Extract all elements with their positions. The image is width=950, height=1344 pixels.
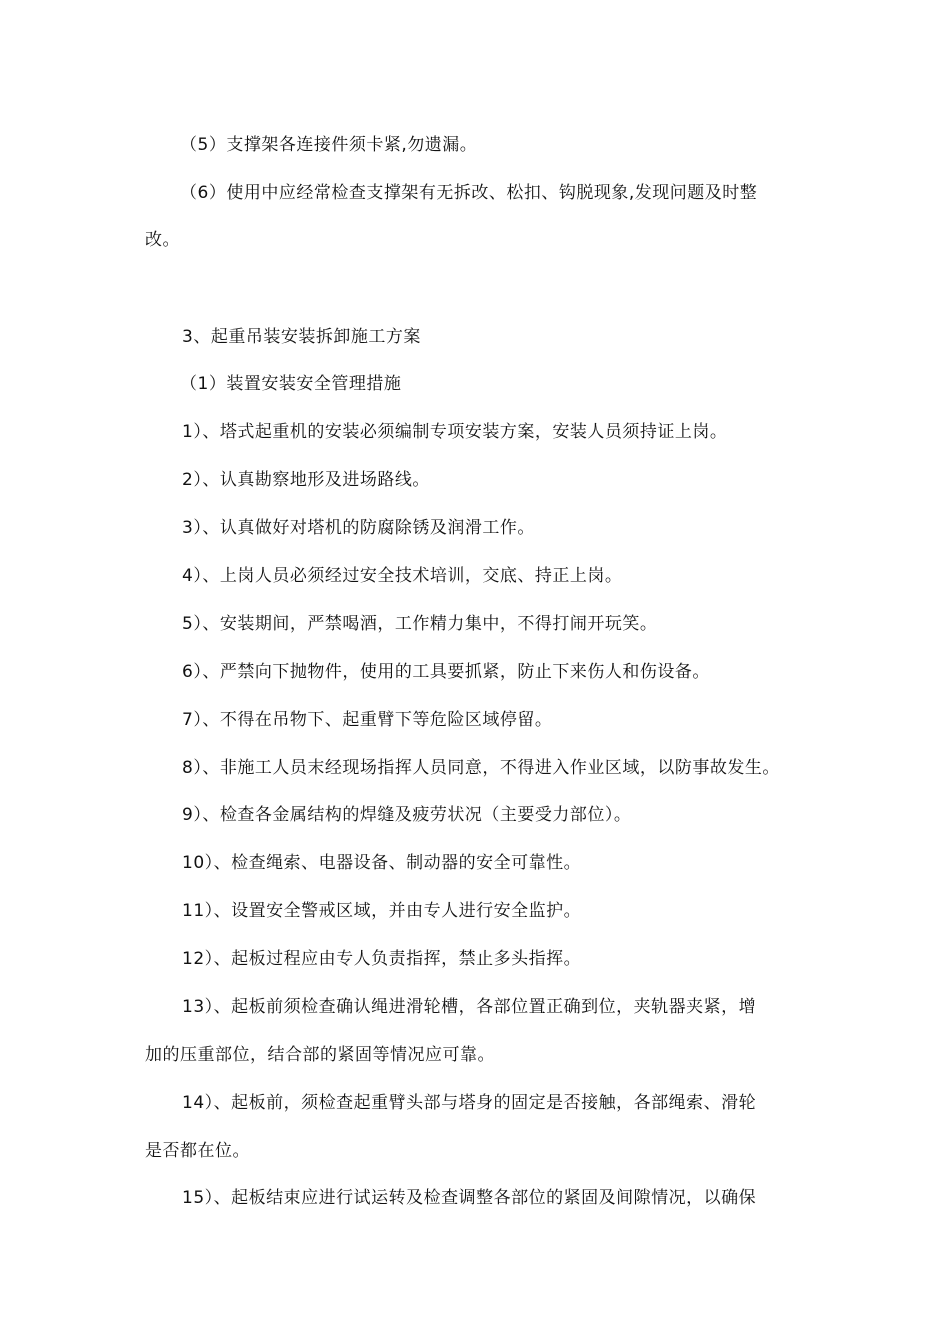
- list-item: 14）、起板前，须检查起重臂头部与塔身的固定是否接触，各部绳索、滑轮: [182, 1093, 757, 1113]
- list-item: 1）、塔式起重机的安装必须编制专项安装方案，安装人员须持证上岗。: [182, 422, 728, 442]
- list-item: 12）、起板过程应由专人负责指挥，禁止多头指挥。: [182, 949, 582, 969]
- list-item: 13）、起板前须检查确认绳进滑轮槽，各部位置正确到位，夹轨器夹紧，增: [182, 997, 757, 1017]
- paragraph-line: （5）支撑架各连接件须卡紧,勿遗漏。: [180, 135, 478, 155]
- paragraph-line: （6）使用中应经常检查支撑架有无拆改、松扣、钩脱现象,发现问题及时整: [180, 183, 758, 203]
- list-item: 4）、上岗人员必须经过安全技术培训，交底、持正上岗。: [182, 566, 623, 586]
- list-item: 11）、设置安全警戒区域，并由专人进行安全监护。: [182, 901, 582, 921]
- list-item-continuation: 是否都在位。: [145, 1141, 250, 1161]
- paragraph-line: 改。: [145, 230, 180, 250]
- list-item: 8）、非施工人员末经现场指挥人员同意，不得进入作业区域，以防事故发生。: [182, 758, 780, 778]
- subsection-heading: （1）装置安装安全管理措施: [180, 374, 402, 394]
- list-item: 7）、不得在吊物下、起重臂下等危险区域停留。: [182, 710, 553, 730]
- list-item-continuation: 加的压重部位，结合部的紧固等情况应可靠。: [145, 1045, 495, 1065]
- list-item: 15）、起板结束应进行试运转及检查调整各部位的紧固及间隙情况，以确保: [182, 1188, 757, 1208]
- list-item: 6）、严禁向下抛物件，使用的工具要抓紧，防止下来伤人和伤设备。: [182, 662, 710, 682]
- section-heading: 3、起重吊装安装拆卸施工方案: [182, 327, 421, 347]
- list-item: 10）、检查绳索、电器设备、制动器的安全可靠性。: [182, 853, 582, 873]
- list-item: 5）、安装期间，严禁喝酒，工作精力集中，不得打闹开玩笑。: [182, 614, 658, 634]
- list-item: 3）、认真做好对塔机的防腐除锈及润滑工作。: [182, 518, 535, 538]
- list-item: 2）、认真勘察地形及进场路线。: [182, 470, 430, 490]
- list-item: 9）、检查各金属结构的焊缝及疲劳状况（主要受力部位）。: [182, 805, 632, 825]
